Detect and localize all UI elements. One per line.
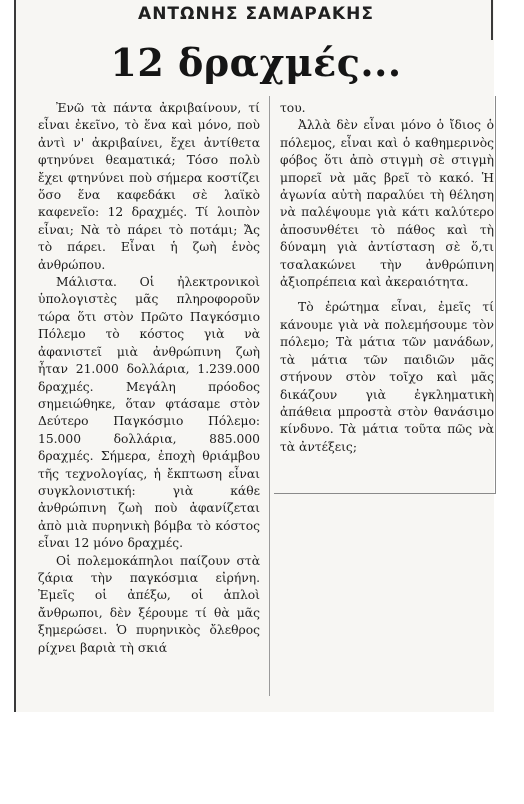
page-edge-rule xyxy=(491,0,493,40)
paragraph: Ἐνῶ τὰ πάντα ἀκριβαίνουν, τί εἶναι ἐκεῖνο, τὸ ἕνα καὶ μόνο, ποὺ ἀντὶ ν' ἀκριβαίνει, ἔχει ἀντίθετα φτηνύνει θεαματικά; Τόσο πολὺ ἔχει φτηνύνει ποὺ σήμερα κοστίζει ὅσο ἕνα καφεδάκι σὲ λαϊκὸ καφενεῖο: 12 δραχμές. Τί λοιπὸν εἶναι; Νὰ τὸ πάρει τὸ ποτάμι; Ἄς τὸ πάρει. Εἶναι ἡ ζωὴ ἑνὸς ἀνθρώπου. xyxy=(38,101,260,272)
article-left-column xyxy=(38,100,260,657)
article-right-column xyxy=(280,100,494,456)
column-divider xyxy=(269,96,270,696)
paragraph: Μάλιστα. Οἱ ἠλεκτρονικοὶ ὑπολογιστὲς μᾶς πληροφοροῦν τώρα ὅτι στὸν Πρῶτο Παγκόσμιο Πόλεμο τὸ κόστος γιὰ νὰ ἀφανιστεῖ μιὰ ἀνθρώπινη ζωὴ ἦταν 21.000 δολλάρια, 1.239.000 δραχμές. Μεγάλη πρόοδος σημειώθηκε, ὅταν φτάσαμε στὸν Δεύτερο Παγκόσμιο Πόλεμο: 15.000 δολλάρια, 885.000 δραχμές. Σήμερα, ἐποχὴ θριάμβου τῆς τεχνολογίας, ἡ ἔκπτωση εἶναι συγκλονιστική: γιὰ κάθε ἀνθρώπινη ζωὴ ποὺ ἀφανίζεται ἀπὸ μιὰ πυρηνικὴ βόμβα τὸ κόστος εἶναι 12 μόνο δραχμές. xyxy=(38,275,260,551)
paragraph: Οἱ πολεμοκάπηλοι παίζουν στὰ ζάρια τὴν παγκόσμια εἰρήνη. Ἐμεῖς οἱ ἀπέξω, οἱ ἁπλοὶ ἄνθρωποι, δὲν ξέρουμε τί θὰ μᾶς ξημερώσει. Ὁ πυρηνικὸς ὄλεθρος ρίχνει βαριὰ τὴ σκιά xyxy=(38,553,260,655)
article-title: 12 δραχμές... xyxy=(110,40,402,85)
article-author: ΑΝΤΩΝΗΣ ΣΑΜΑΡΑΚΗΣ xyxy=(138,4,374,24)
newspaper-clipping xyxy=(14,0,494,712)
paragraph: Τὸ ἐρώτημα εἶναι, ἐμεῖς τί κάνουμε γιὰ νὰ πολεμήσουμε τὸν πόλεμο; Τὰ μάτια τῶν μανάδων, τὰ μάτια τῶν παιδιῶν μᾶς στήνουν στὸν τοῖχο καὶ μᾶς δικάζουν γιὰ ἐγκληματικὴ ἀπάθεια μπροστὰ στὸν θανάσιμο κίνδυνο. Τὰ μάτια τοῦτα πῶς νὰ τὰ ἀντέξεις; xyxy=(280,300,494,454)
paragraph-continuation: του. xyxy=(280,101,306,115)
paragraph: Ἀλλὰ δὲν εἶναι μόνο ὁ ἴδιος ὁ πόλεμος, εἶναι καὶ ὁ καθημερινὸς φόβος ὅτι ἀπὸ στιγμὴ σὲ στιγμὴ μπορεῖ νὰ μᾶς βρεῖ τὸ κακό. Ἡ ἀγωνία αὐτὴ παραλύει τὴ θέληση νὰ παλέψουμε γιὰ κάτι καλύτερο ἀποσυνθέτει τὸ πάθος καὶ τὴ δύναμη γιὰ ἀντίσταση σὲ ὅ,τι τσαλακώνει τὴν ἀνθρώπινη ἀξιοπρέπεια καὶ ἀκεραιότητα. xyxy=(280,118,494,290)
